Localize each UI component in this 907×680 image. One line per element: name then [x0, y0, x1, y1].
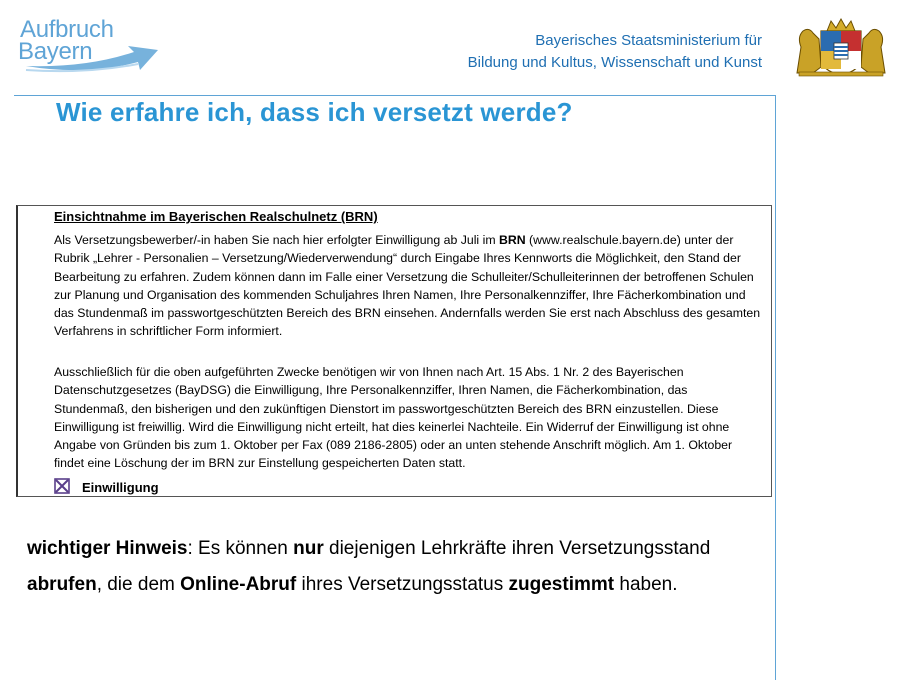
page-title: Wie erfahre ich, dass ich versetzt werde? — [56, 97, 573, 127]
logo-line2: Bayern — [18, 38, 93, 65]
brn-info-box — [16, 205, 772, 497]
hint-bold-9: zugestimmt — [508, 574, 615, 595]
hint-text-2: : Es können — [187, 538, 294, 559]
ministry-line1: Bayerisches Staatsministerium für — [535, 32, 762, 49]
hint-text-4: diejenigen Lehrkräfte ihren Versetzungsstand — [323, 538, 711, 559]
consent-checkbox[interactable] — [54, 478, 70, 494]
para1-bold-brn: BRN — [498, 233, 526, 247]
important-hint — [27, 531, 747, 603]
box-paragraph-2: Ausschließlich für die oben aufgeführten Zwecke benötigen wir von Ihnen nach Art. 15 Abs. 1 Nr. 2 des Bayerischen Datenschutzgesetzes (BayDSG) die Einwilligung, Ihre Personalkennziffer, Ihren Namen, die Fächerkombination, das Stundenmaß, den bisherigen und den zukünftigen Dienstort im passwortgeschützten Bereich des BRN einzustellen. Diese Einwilligung ist freiwillig. Wird die Einwilligung nicht erteilt, hat dies keinerlei Nachteile. Ein Widerruf der Einwilligung ist ohne Angabe von Gründen bis zum 1. Oktober per Fax (089 2186-2805) oder an unten stehende Anschrift möglich. Am 1. Oktober findet eine Löschung der im BRN zur Einstellung gespeicherten Daten statt. — [54, 365, 733, 471]
para1-text-b: (www.realschule.bayern.de) unter der Rubrik „Lehrer - Personalien – Versetzung/Wiederverwendung“ durch Eingabe Ihres Kennworts die Möglichkeit, den Stand der Bearbeitung zu erfahren. Zudem können dann im Falle einer Versetzung die Schulleiter/Schulleiterinnen der betroffenen Schulen zur Planung und Organisation des kommenden Schuljahres Ihren Namen, Ihre Personalkennziffer, Ihre Fächerkombination und das Stundenmaß im passwortgeschützten Bereich des BRN einsehen. Andernfalls werden Sie erst nach Abschluss des gesamten Verfahrens in schriftlicher Form informiert. — [54, 233, 761, 339]
right-divider — [775, 95, 776, 680]
box-heading: Einsichtnahme im Bayerischen Realschulnetz (BRN) — [54, 209, 378, 224]
header-divider — [14, 95, 776, 96]
logo-line1: Aufbruch — [20, 16, 114, 43]
hint-text-8: ihres Versetzungsstatus — [296, 574, 509, 595]
ministry-name — [468, 30, 762, 74]
aufbruch-bayern-logo — [16, 16, 166, 76]
hint-bold-7: Online-Abruf — [180, 574, 297, 595]
hint-bold-5: abrufen — [27, 574, 97, 595]
bavarian-coat-of-arms-icon — [793, 17, 889, 77]
hint-text-6: , die dem — [96, 574, 181, 595]
para1-text-a: Als Versetzungsbewerber/-in haben Sie nach hier erfolgter Einwilligung ab Juli im — [54, 233, 499, 247]
box-paragraph-1 — [54, 231, 764, 341]
hint-bold-1: wichtiger Hinweis — [27, 538, 188, 559]
checked-box-icon — [54, 478, 70, 494]
ministry-line2: Bildung und Kultus, Wissenschaft und Kunst — [467, 54, 762, 71]
consent-label: Einwilligung — [82, 480, 159, 495]
hint-bold-3: nur — [293, 538, 324, 559]
hint-text-10: haben. — [614, 574, 678, 595]
